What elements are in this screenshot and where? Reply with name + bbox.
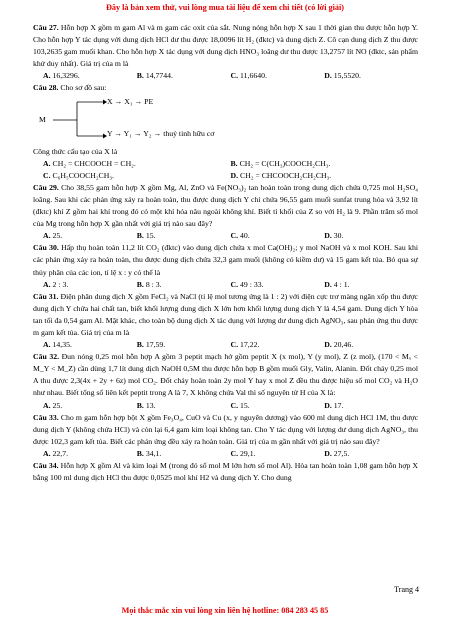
question-28 bbox=[33, 82, 418, 94]
option-d: D. 4 : 1. bbox=[324, 279, 350, 289]
question-text: Điện phân dung dịch X gồm FeCl₂ và NaCl (tỉ lệ mol tương ứng là 1 : 2) với điện cực trơ màng ngăn xốp thu được dung dịch Y chứa hai chất tan, biết khối lượng dung dịch X lớn hơn khối lượng dung dịch Y là 4,54 gam. Dung dịch Y hòa tan tối đa 0,54 gam Al. Mặt khác, cho toàn bộ dung dịch X tác dụng với lượng dư dung dịch AgNO₃, sau phản ứng thu được m gam kết tủa. Giá trị của m là bbox=[33, 291, 418, 337]
scheme-row-y: Y → Y₁ → Y₂ → thuỷ tinh hữu cơ bbox=[107, 128, 215, 138]
question-number: Câu 29. bbox=[33, 182, 59, 192]
question-text: Cho 38,55 gam hỗn hợp X gồm Mg, Al, ZnO và Fe(NO₃)₂ tan hoàn toàn trong dung dịch chứa 0,725 mol H₂SO₄ loãng. Sau khi các phản ứng xảy ra hoàn toàn, thu được dung dịch Y chỉ chứa 96,55 gam muối sunfat trung hòa và 3,92 lít (đktc) khí Z gồm hai khí trong đó có một khí hóa nâu ngoài không khí. Biết tỉ khối của Z so với H₂ là 9. Phần trăm số mol của Mg trong hỗn hợp X gần nhất với giá trị nào sau đây? bbox=[33, 182, 418, 229]
option-a: A. 22,7. bbox=[43, 448, 69, 458]
option-d: D. 27,5. bbox=[324, 448, 350, 458]
question-number: Câu 32. bbox=[33, 352, 60, 362]
question-text: Cho sơ đồ sau: bbox=[60, 83, 107, 93]
option-a: A. CH₂ = CHCOOCH = CH₂. bbox=[43, 158, 136, 168]
m-label: M bbox=[39, 114, 46, 124]
option-d: D. 17. bbox=[324, 400, 344, 410]
option-d: D. 15,5520. bbox=[324, 71, 361, 81]
question-number: Câu 30. bbox=[33, 243, 59, 253]
option-d: D. 20,46. bbox=[324, 340, 354, 350]
question-30 bbox=[33, 242, 418, 278]
question-number: Câu 33. bbox=[33, 412, 59, 422]
option-b: B. CH₂ = C(CH₃)COOCH₂CH₃. bbox=[230, 158, 331, 168]
option-c: C. 49 : 33. bbox=[230, 279, 264, 289]
option-c: C. 40. bbox=[230, 231, 250, 241]
option-b: B. 34,1. bbox=[136, 448, 162, 458]
option-c: C. 15. bbox=[230, 400, 250, 410]
question-29 bbox=[33, 182, 418, 230]
option-c: C. C₆H₅COOCH₂CH₃. bbox=[43, 170, 114, 180]
option-b: B. 8 : 3. bbox=[136, 279, 162, 289]
option-a: A. 16,3296. bbox=[43, 71, 80, 81]
question-text: Hỗn hợp X gồm m gam Al và m gam các oxit của sắt. Nung nóng hỗn hợp X sau 1 thời gian thu được hỗn hợp Y. Cho hỗn hợp Y tác dụng với dung dịch HCl dư thu được 18,0096 lít H₂ (đktc) và dung dịch Z. Cô cạn dung dịch Z thu được 103,2635 gam muối khan. Cho hỗn hợp X tác dụng với dung dịch HNO₃ loãng dư thu được 13,2757 lít NO (đktc, sản phẩm khử duy nhất). Giá trị của m là bbox=[33, 23, 418, 69]
answer-options bbox=[33, 400, 418, 412]
option-d: D. CH₂ = CHCOOCH₂CH₂CH₃. bbox=[230, 170, 332, 180]
option-c: C. 29,1. bbox=[230, 448, 256, 458]
answer-options bbox=[33, 70, 418, 82]
question-34 bbox=[33, 460, 418, 484]
question-number: Câu 28. bbox=[33, 83, 59, 93]
question-27 bbox=[33, 22, 418, 70]
option-b: B. 15. bbox=[136, 231, 156, 241]
answer-options bbox=[33, 339, 418, 351]
option-a: A. 2 : 3. bbox=[43, 279, 69, 289]
scheme-row-x: X → X₁ → PE bbox=[107, 96, 154, 106]
question-32 bbox=[33, 351, 418, 399]
answer-options bbox=[33, 158, 418, 182]
option-b: B. 14,7744. bbox=[136, 71, 173, 81]
question-text: Hấp thụ hoàn toàn 11,2 lít CO₂ (đktc) vào dung dịch chứa x mol Ca(OH)₂; y mol NaOH và x mol KOH. Sau khi các phản ứng xảy ra hoàn toàn, thu được dung dịch chứa 32,3 gam muối (không có kiềm dư) và 15 gam kết tủa. Bỏ qua sự thủy phân của các ion, tỉ lệ x : y có thể là bbox=[33, 243, 418, 277]
preview-banner: Đây là bản xem thử, vui lòng mua tài liệu để xem chi tiết (có lời giải) bbox=[105, 3, 344, 12]
question-number: Câu 31. bbox=[33, 291, 59, 301]
question-text: Đun nóng 0,25 mol hỗn hợp A gồm 3 peptit mạch hở gồm peptit X (x mol), Y (y mol), Z (z mol), (170 < Mₓ < M_Y < M_Z) cần dùng 1,7 lít dung dịch NaOH 0,5M thu được hỗn hợp B gồm muối Gly, Valin, Alanin. Đốt cháy 0,25 mol A thu được 2,3(4x + 2y + 6z) mol CO₂. Đốt cháy hoàn toàn 2y mol Y hay x mol Z đều thu được hiệu số mol CO₂ và H₂O như nhau. Biết tổng số liên kết peptit trong A là 7, X không chứa Val thì số nguyên tử H của X là: bbox=[33, 352, 418, 398]
exam-content bbox=[33, 22, 418, 484]
reaction-scheme bbox=[39, 96, 418, 144]
page-number: Trang 4 bbox=[394, 585, 419, 594]
question-31 bbox=[33, 291, 418, 339]
question-text: Cho m gam hỗn hợp bột X gồm Fe₃O₄, CuO và Cu (x, y nguyên dương) vào 600 ml dung dịch HCl 1M, thu được dung dịch Y (không chứa HCl) và còn lại 6,4 gam kim loại không tan. Cho Y tác dụng với lượng dư dung dịch AgNO₃, thu được 102,3 gam kết tủa. Biết các phản ứng đều xảy ra hoàn toàn. Giá trị của m gần nhất với giá trị nào sau đây? bbox=[33, 412, 419, 446]
option-c: C. 17,22. bbox=[230, 340, 260, 350]
question-number: Câu 27. bbox=[33, 23, 59, 32]
hotline-banner: Mọi thắc mắc xin vui lòng xin liên hệ hotline: 084 283 45 85 bbox=[121, 606, 329, 615]
question-prompt: Công thức cấu tạo của X là bbox=[33, 146, 118, 156]
option-c: C. 11,6640. bbox=[230, 71, 267, 81]
question-text: Hỗn hợp X gồm Al và kim loại M (trong đó số mol M lớn hơn số mol Al). Hòa tan hoàn toàn 1,08 gam hỗn hợp X bằng 100 ml dung dịch HCl thu được 0,0525 mol khí H2 và dung dịch Y. Cho dung bbox=[33, 461, 418, 483]
option-a: A. 25. bbox=[43, 231, 63, 241]
answer-options bbox=[33, 230, 418, 242]
question-33 bbox=[33, 412, 418, 448]
option-d: D. 30. bbox=[324, 231, 344, 241]
question-number: Câu 34. bbox=[33, 461, 59, 470]
answer-options bbox=[33, 448, 418, 460]
option-b: B. 17,59. bbox=[136, 340, 166, 350]
option-a: A. 14,35. bbox=[43, 340, 72, 350]
option-a: A. 25. bbox=[43, 400, 63, 410]
answer-options bbox=[33, 279, 418, 291]
option-b: B. 13. bbox=[136, 400, 156, 410]
